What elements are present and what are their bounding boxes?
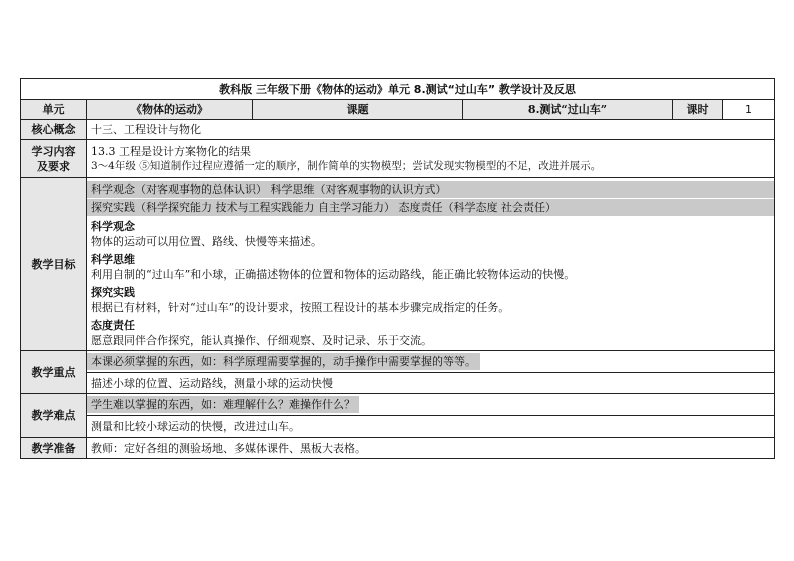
key-points-hint: 本课必须掌握的东西，如：科学原理需要掌握的，动手操作中需要掌握的等等。: [87, 353, 480, 370]
goals-label: 教学目标: [21, 178, 87, 351]
key-points-label: 教学重点: [21, 351, 87, 394]
period-value: 1: [723, 100, 775, 120]
document-title: 教科版 三年级下册《物体的运动》单元 8.测试“过山车” 教学设计及反思: [21, 79, 775, 100]
goals-content: [87, 178, 775, 351]
goal-heading-4: 态度责任: [91, 319, 135, 332]
goal-text-2: 利用自制的“过山车”和小球，正确描述物体的位置和物体的运动路线，能正确比较物体运动的快慢。: [91, 268, 576, 281]
core-concept-label: 核心概念: [21, 120, 87, 140]
goals-bar-1: 科学观念（对客观事物的总体认识） 科学思维（对客观事物的认识方式）: [87, 181, 774, 198]
topic-label: 课题: [253, 100, 463, 120]
learning-label-line1: 学习内容: [31, 144, 76, 158]
period-label: 课时: [673, 100, 723, 120]
learning-label: [21, 140, 87, 178]
goal-text-3: 根据已有材料，针对“过山车”的设计要求，按照工程设计的基本步骤完成指定的任务。: [91, 301, 510, 314]
core-concept-value: 十三、工程设计与物化: [87, 120, 775, 140]
preparation-label: 教学准备: [21, 438, 87, 459]
difficulties-hint-cell: [87, 394, 775, 416]
learning-label-line2: 及要求: [37, 159, 70, 173]
lesson-plan-table: [20, 78, 775, 459]
key-points-value: 描述小球的位置、运动路线，测量小球的运动快慢: [87, 373, 775, 394]
goal-heading-1: 科学观念: [91, 220, 135, 233]
difficulties-hint: 学生难以掌握的东西，如：难理解什么？难操作什么？: [87, 396, 359, 413]
learning-line1: 13.3 工程是设计方案物化的结果: [91, 144, 251, 158]
goal-text-4: 愿意跟同伴合作探究，能认真操作、仔细观察、及时记录、乐于交流。: [91, 334, 432, 347]
topic-value: 8.测试“过山车”: [463, 100, 673, 120]
goal-heading-2: 科学思维: [91, 253, 135, 266]
goals-bar-2: 探究实践（科学探究能力 技术与工程实践能力 自主学习能力） 态度责任（科学态度 社会责任）: [87, 199, 774, 216]
unit-value: 《物体的运动》: [87, 100, 253, 120]
lesson-plan-document: [20, 78, 774, 459]
preparation-value: 教师：定好各组的测验场地、多媒体课件、黑板大表格。: [87, 438, 775, 459]
goal-text-1: 物体的运动可以用位置、路线、快慢等来描述。: [91, 235, 322, 248]
unit-label: 单元: [21, 100, 87, 120]
learning-line2: 3～4年级 ⑤知道制作过程应遵循一定的顺序，制作简单的实物模型；尝试发现实物模型的不足，改进并展示。: [91, 159, 602, 172]
difficulties-label: 教学难点: [21, 394, 87, 438]
difficulties-value: 测量和比较小球运动的快慢，改进过山车。: [87, 416, 775, 438]
key-points-hint-cell: [87, 351, 775, 373]
learning-content: [87, 140, 775, 178]
goal-heading-3: 探究实践: [91, 286, 135, 299]
